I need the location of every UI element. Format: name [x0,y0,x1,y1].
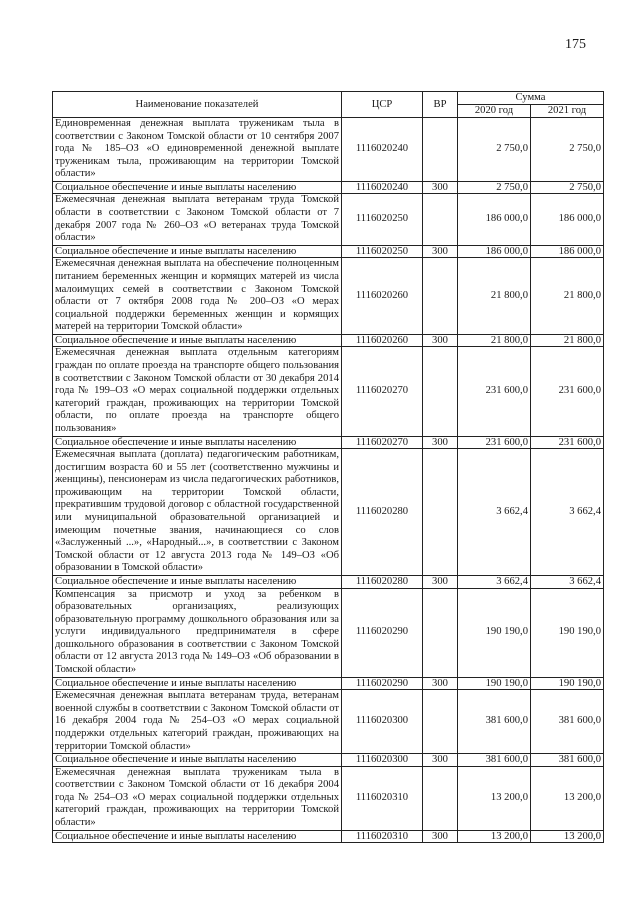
cell-vr [423,194,458,245]
cell-csr: 1116020290 [342,677,423,690]
cell-vr: 300 [423,181,458,194]
table-row [53,258,604,335]
column-header-2021: 2021 год [531,105,604,118]
cell-csr: 1116020280 [342,449,423,576]
cell-vr: 300 [423,245,458,258]
cell-2020: 3 662,4 [458,449,531,576]
cell-csr: 1116020310 [342,766,423,830]
table-row [53,347,604,436]
cell-2020: 186 000,0 [458,194,531,245]
cell-vr [423,347,458,436]
column-header-name: Наименование показателей [53,92,342,118]
cell-2020: 13 200,0 [458,830,531,843]
column-header-vr: ВР [423,92,458,118]
cell-csr: 1116020310 [342,830,423,843]
cell-vr [423,588,458,677]
cell-csr: 1116020260 [342,258,423,335]
cell-2021: 13 200,0 [531,766,604,830]
cell-csr: 1116020300 [342,754,423,767]
cell-2021: 21 800,0 [531,258,604,335]
table-row [53,245,604,258]
cell-csr: 1116020300 [342,690,423,754]
table-row [53,766,604,830]
cell-2021: 186 000,0 [531,194,604,245]
cell-2020: 381 600,0 [458,690,531,754]
cell-2020: 21 800,0 [458,334,531,347]
cell-csr: 1116020240 [342,181,423,194]
table-body [53,118,604,843]
cell-vr: 300 [423,754,458,767]
cell-csr: 1116020240 [342,118,423,182]
column-header-sum: Сумма [458,92,604,105]
cell-vr: 300 [423,830,458,843]
cell-name: Социальное обеспечение и иные выплаты населению [53,677,342,690]
cell-2021: 21 800,0 [531,334,604,347]
table-row [53,436,604,449]
cell-vr: 300 [423,334,458,347]
cell-csr: 1116020290 [342,588,423,677]
cell-2021: 381 600,0 [531,754,604,767]
cell-2020: 21 800,0 [458,258,531,335]
cell-2021: 3 662,4 [531,449,604,576]
cell-name: Единовременная денежная выплата труженикам тыла в соответствии с Законом Томской области от 10 сентября 2007 года № 185–ОЗ «О единовременной денежной выплате труженикам тыла, проживающим на территории Томской области» [53,118,342,182]
cell-2021: 231 600,0 [531,347,604,436]
cell-name: Ежемесячная денежная выплата отдельным категориям граждан по оплате проезда на транспорте общего пользования в соответствии с Законом Томской области от 30 декабря 2014 года № 199–ОЗ «О мерах социальной поддержки отдельных категорий граждан, проживающих на территории Томской области, по оплате проезда на транспорте общего пользования» [53,347,342,436]
cell-2020: 2 750,0 [458,118,531,182]
cell-2021: 231 600,0 [531,436,604,449]
cell-csr: 1116020280 [342,576,423,589]
table-row [53,677,604,690]
cell-2020: 190 190,0 [458,588,531,677]
table-row [53,690,604,754]
cell-2020: 186 000,0 [458,245,531,258]
cell-name: Ежемесячная денежная выплата труженикам тыла в соответствии с Законом Томской области от 16 декабря 2004 года № 254–ОЗ «О мерах социальной поддержки отдельных категорий граждан, проживающих на территории Томской области» [53,766,342,830]
cell-2021: 190 190,0 [531,588,604,677]
cell-name: Ежемесячная денежная выплата ветеранам труда Томской области в соответствии с Законом Томской области от 7 декабря 2007 года № 260–ОЗ «О ветеранах труда Томской области» [53,194,342,245]
cell-vr: 300 [423,576,458,589]
cell-2021: 381 600,0 [531,690,604,754]
cell-2020: 2 750,0 [458,181,531,194]
table-row [53,754,604,767]
column-header-2020: 2020 год [458,105,531,118]
cell-vr [423,118,458,182]
cell-name: Ежемесячная денежная выплата ветеранам труда, ветеранам военной службы в соответствии с Законом Томской области от 16 декабря 2004 года № 254–ОЗ «О мерах социальной поддержки отдельных категорий граждан, проживающих на территории Томской области» [53,690,342,754]
table-row [53,194,604,245]
cell-csr: 1116020250 [342,245,423,258]
cell-name: Социальное обеспечение и иные выплаты населению [53,181,342,194]
cell-name: Социальное обеспечение и иные выплаты населению [53,436,342,449]
column-header-csr: ЦСР [342,92,423,118]
cell-name: Ежемесячная денежная выплата на обеспечение полноценным питанием беременных женщин и кормящих матерей из числа малоимущих семей в соответствии с Законом Томской области от 7 октября 2008 года № 200–ОЗ «О мерах социальной поддержки беременных женщин и кормящих матерей на территории Томской области» [53,258,342,335]
page-number: 175 [565,37,586,52]
cell-2021: 13 200,0 [531,830,604,843]
cell-name: Социальное обеспечение и иные выплаты населению [53,245,342,258]
cell-csr: 1116020260 [342,334,423,347]
table-row [53,118,604,182]
table-row [53,334,604,347]
cell-vr [423,258,458,335]
cell-2021: 2 750,0 [531,181,604,194]
cell-2020: 3 662,4 [458,576,531,589]
cell-2020: 231 600,0 [458,436,531,449]
cell-name: Ежемесячная выплата (доплата) педагогическим работникам, достигшим возраста 60 и 55 лет (соответственно мужчины и женщины), пенсионерам из числа педагогических работников, проживающим на территории Томской области, прекратившим трудовой договор с областной государственной или муниципальной образовательной организацией и имеющим почетные звания, начинающиеся со слов «Заслуженный ...», «Народный...», в соответствии с Законом Томской области от 12 августа 2013 года № 149–ОЗ «Об образовании в Томской области» [53,449,342,576]
cell-2020: 231 600,0 [458,347,531,436]
cell-vr [423,449,458,576]
cell-name: Компенсация за присмотр и уход за ребенком в образовательных организациях, реализующих образовательную программу дошкольного образования или за услуги индивидуального предпринимателя в сфере дошкольного образования в соответствии с Законом Томской области от 12 августа 2013 года № 149–ОЗ «Об образовании в Томской области» [53,588,342,677]
budget-table [52,91,604,843]
table-row [53,181,604,194]
cell-csr: 1116020270 [342,347,423,436]
cell-2021: 3 662,4 [531,576,604,589]
cell-2020: 381 600,0 [458,754,531,767]
cell-vr: 300 [423,436,458,449]
table-header [53,92,604,118]
cell-vr: 300 [423,677,458,690]
cell-name: Социальное обеспечение и иные выплаты населению [53,830,342,843]
cell-2021: 186 000,0 [531,245,604,258]
table-row [53,449,604,576]
table-row [53,588,604,677]
table-row [53,576,604,589]
table-row [53,830,604,843]
cell-csr: 1116020270 [342,436,423,449]
cell-vr [423,766,458,830]
cell-csr: 1116020250 [342,194,423,245]
cell-2020: 13 200,0 [458,766,531,830]
cell-2021: 2 750,0 [531,118,604,182]
cell-2020: 190 190,0 [458,677,531,690]
cell-name: Социальное обеспечение и иные выплаты населению [53,754,342,767]
cell-name: Социальное обеспечение и иные выплаты населению [53,576,342,589]
cell-2021: 190 190,0 [531,677,604,690]
cell-name: Социальное обеспечение и иные выплаты населению [53,334,342,347]
cell-vr [423,690,458,754]
